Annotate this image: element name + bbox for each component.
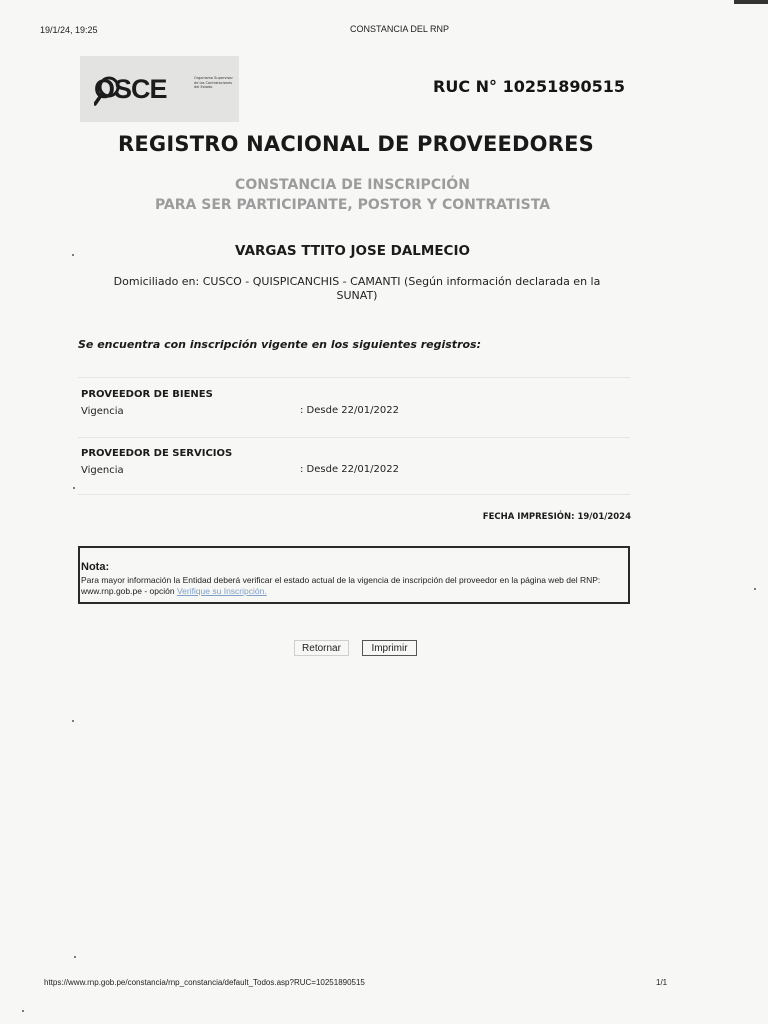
subtitle-line-2: PARA SER PARTICIPANTE, POSTOR Y CONTRATISTA — [154, 197, 551, 213]
page-title: REGISTRO NACIONAL DE PROVEEDORES — [118, 132, 594, 156]
back-button[interactable]: Retornar — [294, 640, 349, 656]
scan-speck — [754, 588, 756, 590]
verify-inscription-link[interactable]: Verifique su Inscripción. — [176, 586, 267, 596]
scan-speck — [74, 956, 76, 958]
registry-value-servicios: : Desde 22/01/2022 — [300, 464, 399, 475]
registry-label-bienes: Vigencia — [81, 406, 124, 417]
divider — [78, 494, 630, 495]
scan-speck — [72, 254, 74, 256]
osce-logo — [80, 56, 239, 122]
subtitle-line-1: CONSTANCIA DE INSCRIPCIÓN — [235, 177, 470, 193]
note-text — [81, 575, 626, 597]
divider — [78, 437, 630, 438]
print-date: FECHA IMPRESIÓN: 19/01/2024 — [482, 512, 631, 522]
print-button[interactable]: Imprimir — [362, 640, 417, 656]
scan-speck — [72, 720, 74, 722]
provider-name: VARGAS TTITO JOSE DALMECIO — [235, 243, 470, 259]
note-box — [78, 546, 630, 604]
footer-url: https://www.rnp.gob.pe/constancia/rnp_constancia/default_Todos.asp?RUC=10251890515 — [44, 978, 365, 987]
print-header-title: CONSTANCIA DEL RNP — [350, 24, 450, 34]
registry-label-servicios: Vigencia — [81, 465, 124, 476]
divider — [78, 377, 630, 378]
registry-intro: Se encuentra con inscripción vigente en los siguientes registros: — [78, 338, 481, 351]
note-title: Nota: — [81, 561, 110, 573]
note-body: Para mayor información la Entidad deberá verificar el estado actual de la vigencia de inscripción del proveedor en la página web del RNP: www.rnp.gob.pe - opción — [81, 575, 601, 596]
scan-speck — [73, 487, 75, 489]
scan-speck — [22, 1010, 24, 1012]
logo-subtitle: Organismo Supervisor de las Contrataciones del Estado — [194, 76, 233, 89]
footer-page-number: 1/1 — [656, 978, 668, 987]
scan-edge-mark — [734, 0, 768, 4]
domicile-text: Domiciliado en: CUSCO - QUISPICANCHIS - CAMANTI (Según información declarada en la SUNAT) — [113, 275, 601, 302]
registry-title-servicios: PROVEEDOR DE SERVICIOS — [81, 448, 233, 459]
ruc-number: RUC N° 10251890515 — [433, 77, 626, 96]
logo-text: OSCE — [94, 74, 167, 104]
print-datetime: 19/1/24, 19:25 — [40, 25, 98, 35]
registry-value-bienes: : Desde 22/01/2022 — [300, 405, 399, 416]
registry-title-bienes: PROVEEDOR DE BIENES — [81, 389, 213, 400]
